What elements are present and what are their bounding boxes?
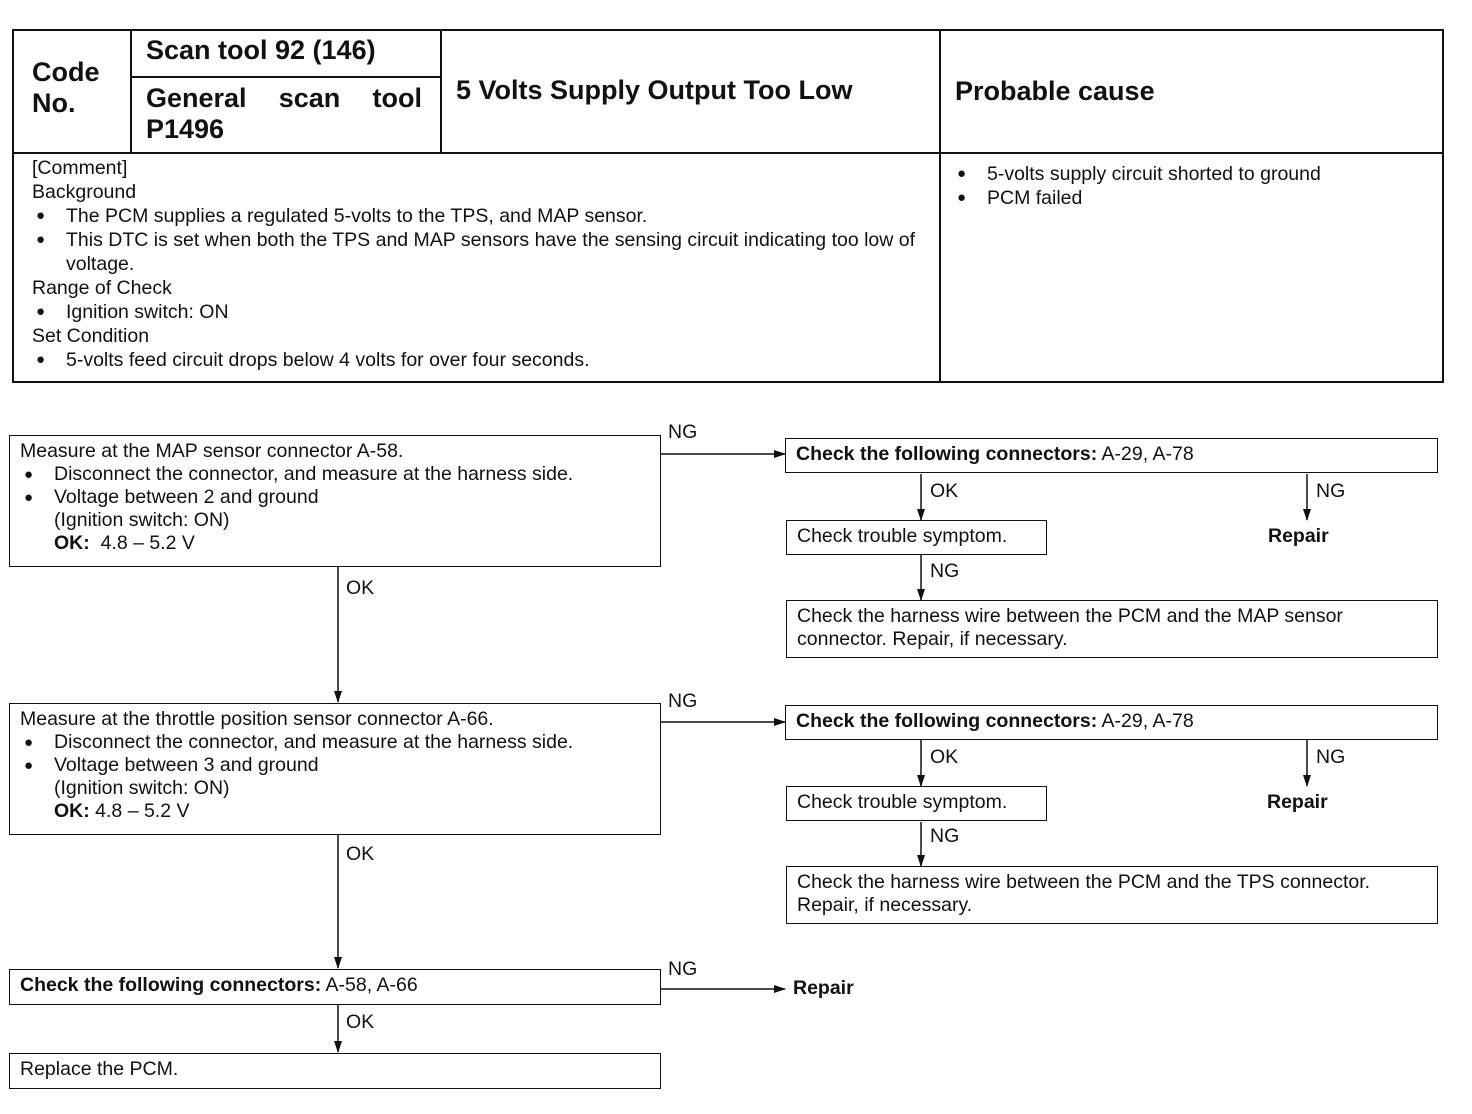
comment-label: [Comment] — [32, 157, 128, 179]
check-label: Check the following connectors: — [796, 443, 1098, 465]
check-value: A-29, A-78 — [1101, 443, 1194, 465]
repair-label: Repair — [793, 977, 854, 999]
step1-harness-box: Check the harness wire between the PCM and the MAP sensor connector. Repair, if necessary. — [786, 600, 1438, 658]
step2-bullet: ● Voltage between 3 and ground — [20, 754, 650, 777]
step1-symptom-box: Check trouble symptom. — [786, 520, 1047, 555]
check-value: A-29, A-78 — [1101, 710, 1194, 732]
range-heading: Range of Check — [32, 277, 172, 299]
ok-label: OK — [930, 480, 959, 502]
ng-label: NG — [1316, 746, 1346, 768]
ok-value: 4.8 – 5.2 V — [100, 532, 195, 554]
step2-bullet: ● Disconnect the connector, and measure at the harness side. — [20, 731, 650, 754]
background-heading: Background — [32, 181, 137, 203]
check-label: Check the following connectors: — [20, 974, 322, 996]
step2-note: (Ignition switch: ON) — [54, 777, 230, 799]
step4-box: Replace the PCM. — [9, 1053, 661, 1089]
ng-label: NG — [668, 421, 698, 443]
repair-label: Repair — [1267, 791, 1328, 813]
ng-label: NG — [668, 958, 698, 980]
range-item: ● Ignition switch: ON — [32, 300, 932, 324]
ng-label: NG — [930, 825, 960, 847]
probable-cause-item: ● 5-volts supply circuit shorted to ground — [953, 162, 1433, 186]
background-item: ● The PCM supplies a regulated 5-volts to the TPS, and MAP sensor. — [32, 204, 932, 228]
ok-label: OK — [930, 746, 959, 768]
step1-box — [9, 435, 661, 567]
ok-label: OK — [346, 843, 375, 865]
step1-bullet: ● Disconnect the connector, and measure at the harness side. — [20, 463, 650, 486]
ok-label: OK: — [54, 800, 90, 822]
step2-check-box — [785, 705, 1438, 740]
step2-box — [9, 703, 661, 835]
ok-label: OK — [346, 1011, 375, 1033]
background-item: ● This DTC is set when both the TPS and MAP sensors have the sensing circuit indicating too low of voltage. — [32, 228, 932, 276]
ok-label: OK — [346, 577, 375, 599]
ng-label: NG — [1316, 480, 1346, 502]
step3-check-box — [9, 969, 661, 1005]
step2-title: Measure at the throttle position sensor connector A-66. — [20, 708, 494, 730]
step1-note: (Ignition switch: ON) — [54, 509, 230, 531]
set-condition-heading: Set Condition — [32, 325, 150, 347]
set-condition-item: ● 5-volts feed circuit drops below 4 volts for over four seconds. — [32, 348, 932, 372]
step1-title: Measure at the MAP sensor connector A-58. — [20, 440, 404, 462]
probable-cause-heading: Probable cause — [955, 76, 1155, 106]
ok-label: OK: — [54, 532, 90, 554]
step2-symptom-box: Check trouble symptom. — [786, 786, 1047, 821]
probable-cause-item: ● PCM failed — [953, 186, 1433, 210]
step1-bullet: ● Voltage between 2 and ground — [20, 486, 650, 509]
ng-label: NG — [668, 690, 698, 712]
ng-label: NG — [930, 560, 960, 582]
step1-check-box — [785, 438, 1438, 473]
step1-ok-spec — [20, 532, 650, 555]
scan-tool-label: Scan tool 92 (146) — [146, 35, 376, 65]
step2-harness-box: Check the harness wire between the PCM and the TPS connector. Repair, if necessary. — [786, 866, 1438, 924]
ok-value: 4.8 – 5.2 V — [95, 800, 190, 822]
dtc-title: 5 Volts Supply Output Too Low — [456, 75, 853, 105]
general-scan-tool-code: P1496 — [146, 114, 225, 144]
step2-ok-spec — [20, 800, 650, 823]
general-scan-tool-label: General scan tool — [146, 83, 422, 113]
check-value: A-58, A-66 — [325, 974, 418, 996]
repair-label: Repair — [1268, 525, 1329, 547]
code-no-label: Code No. — [32, 57, 100, 118]
check-label: Check the following connectors: — [796, 710, 1098, 732]
